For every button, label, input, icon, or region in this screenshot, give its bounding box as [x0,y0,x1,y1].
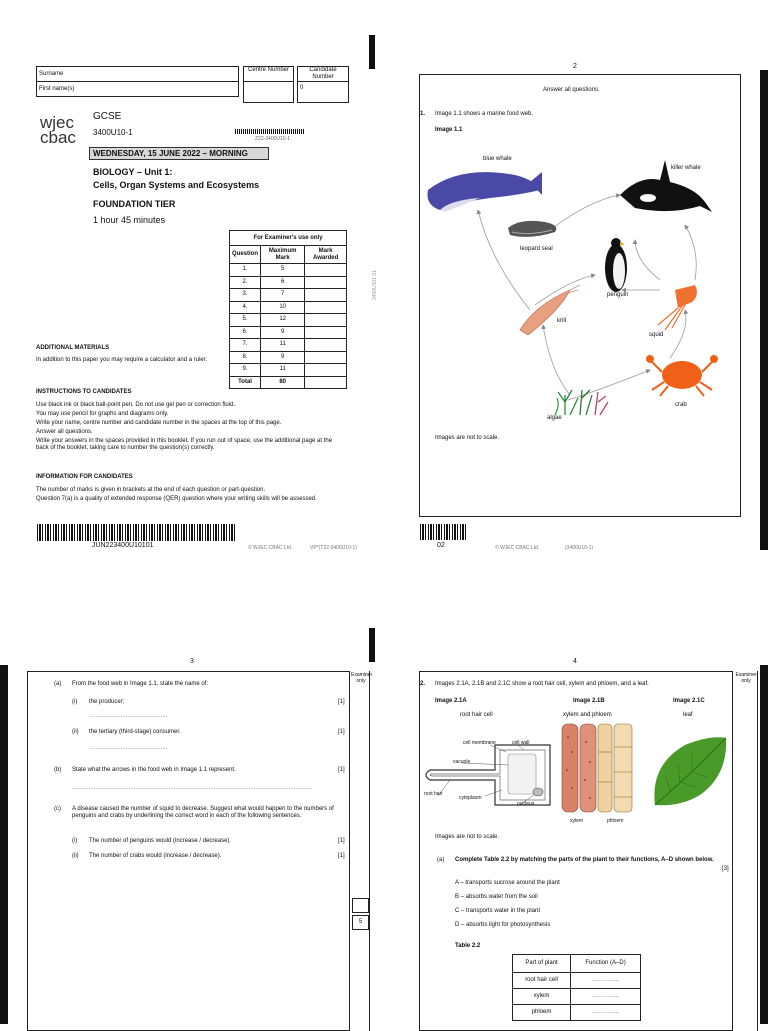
image-c-label: Image 2.1C [673,698,705,704]
function-b: B – absorbs water from the soil [455,894,538,900]
instruction-item: Write your name, centre number and candidate number in the spaces at the top of this page. [36,420,282,426]
max-mark-cell: 6 [261,276,305,289]
krill-image [520,285,580,335]
page-number: 2 [573,63,577,70]
score-box-empty [352,898,369,913]
col-max-mark: Maximum Mark [261,246,305,264]
mark-b: [1] [338,767,345,773]
wjec-cbac-logo [40,115,82,145]
image-a-caption: root hair cell [460,712,493,718]
label-root-hair: root hair [424,791,443,797]
small-code: Z22-3400U10-1 [255,136,291,142]
max-mark-cell: 7 [261,289,305,302]
score-box: 5 [352,915,369,930]
answer-line-b[interactable]: ................................................................................................................................................ [72,785,313,791]
examiner-table-title: For Examiner's use only [230,231,347,246]
awarded-cell[interactable] [305,276,347,289]
function-answer-cell[interactable]: ................ [571,973,641,989]
tier-label: FOUNDATION TIER [93,199,176,209]
page-barcode [420,524,466,540]
table-2-2 [512,954,641,1021]
image-a-label: Image 2.1A [435,698,467,704]
mark-a-i: [1] [338,699,345,705]
awarded-cell[interactable] [305,339,347,352]
label-vacuole: vacuole [453,759,471,765]
awarded-cell[interactable] [305,351,347,364]
table-row [513,989,641,1005]
max-mark-cell: 11 [261,339,305,352]
additional-materials-heading: ADDITIONAL MATERIALS [36,345,110,351]
subject-subtitle: Cells, Organ Systems and Ecosystems [93,180,260,190]
label-penguin: penguin [607,292,629,298]
page-number: 4 [573,658,577,665]
answer-line-a-i[interactable]: ............................................... [89,713,168,719]
table-row [230,376,347,389]
booklet-barcode [37,524,237,541]
table-row [230,289,347,302]
question-cell: 1. [230,264,261,277]
label-krill: krill [557,318,566,324]
table-row [230,351,347,364]
max-mark-cell: 10 [261,301,305,314]
barcode-text: JUN223400U10101 [92,542,154,549]
table-row [230,326,347,339]
not-to-scale-note: Images are not to scale. [435,435,500,441]
table-row [230,339,347,352]
table-row [230,301,347,314]
part-b-label: (b) [54,767,62,773]
image-b-label: Image 2.1B [573,698,605,704]
leaf-image [650,735,730,810]
part-a-text: From the food web in Image 1.1, state the name of: [72,681,209,687]
answer-line-a-ii[interactable]: ............................................... [89,745,168,751]
candidate-number-label: Candidate Number [298,67,348,82]
function-answer-cell[interactable]: ................ [571,1005,641,1021]
footer-code: VP*(T22-3400U10-1) [310,545,357,551]
max-mark-cell: 5 [261,264,305,277]
col-question: Question [230,246,261,264]
label-algae: algae [547,415,562,421]
page-3-frame [27,671,350,1031]
max-mark-cell: 9 [261,326,305,339]
function-c: C – transports water in the plant [455,908,541,914]
blue-whale-image [428,172,543,212]
footer-copyright: © WJEC CBAC Ltd. [495,545,540,551]
logo-text: wjec cbac [40,113,76,147]
function-list [455,880,560,929]
function-d: D – absorbs light for photosynthesis [455,922,551,928]
part-c-ii-label: (ii) [72,853,79,859]
instruction-item: Use black ink or black ball-point pen. Do not use gel pen or correction fluid. [36,402,236,408]
label-cell-wall: cell wall [512,740,530,746]
footer-page-num: 02 [437,542,445,549]
label-squid: squid [649,332,664,338]
information-list [36,487,346,503]
information-item: Question 7(a) is a quality of extended response (QER) question where your writing skills will be assessed. [36,496,317,502]
part-a-ii-text: the tertiary (third-stage) consumer. [89,729,181,735]
page-edge-mark [369,35,375,69]
information-heading: INFORMATION FOR CANDIDATES [36,474,133,480]
col-part-of-plant: Part of plant [513,955,571,973]
duration-label: 1 hour 45 minutes [93,215,166,225]
part-a-text: Complete Table 2.2 by matching the parts of the plant to their functions, A–D shown below. [455,857,714,863]
part-c-ii-text[interactable]: The number of crabs would (increase / decrease). [89,853,222,859]
leopard-seal-image [508,221,556,237]
subject-title: BIOLOGY – Unit 1: [93,167,173,177]
function-a: A – transports sucrose around the plant [455,880,560,886]
label-blue-whale: blue whale [483,156,512,162]
instruction-item: You may use pencil for graphs and diagrams only. [36,411,169,417]
awarded-cell[interactable] [305,301,347,314]
label-cytoplasm: cytoplasm [459,795,482,801]
crab-image [646,355,718,396]
page-edge-mark [369,628,375,662]
page-edge-bar [760,70,768,550]
image-b-caption: xylem and phloem [563,712,612,718]
part-cell: root hair cell [513,973,571,989]
xylem-phloem-diagram [560,722,635,814]
label-xylem: xylem [570,818,584,824]
question-cell: 5. [230,314,261,327]
question-cell: 7. [230,339,261,352]
max-mark-cell: 11 [261,364,305,377]
question-cell: 9. [230,364,261,377]
answer-all-text: Answer all questions. [543,87,600,93]
examiner-only-label: Examiner only [351,672,373,684]
table-row [513,1005,641,1021]
table-row [230,364,347,377]
table-label: Table 2.2 [455,943,481,949]
instructions-list [36,402,346,452]
question-cell: 8. [230,351,261,364]
question-number: 1. [420,111,426,117]
centre-number-label: Centre Number [244,67,293,82]
table-row [513,973,641,989]
instruction-item: Answer all questions. [36,429,93,435]
name-boxes [36,66,239,97]
awarded-cell[interactable] [305,314,347,327]
part-cell: xylem [513,989,571,1005]
part-a-i-label: (i) [72,699,78,705]
label-leopard-seal: leopard seal [520,246,553,252]
question-cell: 6. [230,326,261,339]
examiner-column [733,671,758,1031]
page-edge-bar [760,665,768,1024]
max-mark-cell: 9 [261,351,305,364]
footer-copyright: © WJEC CBAC Ltd. [248,545,293,551]
awarded-cell[interactable] [305,364,347,377]
awarded-cell[interactable] [305,289,347,302]
squid-image [658,285,697,330]
col-mark-awarded: Mark Awarded [305,246,347,264]
label-crab: crab [675,402,687,408]
algae-image [555,390,608,415]
exam-date-bar: WEDNESDAY, 15 JUNE 2022 – MORNING [89,147,269,160]
image-c-caption: leaf [683,712,693,718]
label-killer-whale: killer whale [671,165,701,171]
part-c-i-text[interactable]: The number of penguins would (increase / decrease). [89,838,232,844]
instruction-item: Write your answers in the spaces provided in this booklet. If you run out of space, use the additional page at the back of the booklet, taking care to number the question(s) correctly. [36,438,333,451]
question-number: 2. [420,681,426,687]
question-text: Images 2.1A, 2.1B and 2.1C show a root hair cell, xylem and phloem, and a leaf. [435,681,649,687]
side-code: 3400U101 01 [372,270,378,301]
small-barcode [235,129,305,134]
penguin-image [605,238,627,292]
food-web-arrows [478,195,696,400]
not-to-scale-note: Images are not to scale. [435,834,500,840]
part-c-label: (c) [54,806,61,812]
image-label: Image 1.1 [435,127,463,133]
question-text: Image 1.1 shows a marine food web. [435,111,534,117]
food-web-diagram [420,140,740,440]
examiner-column [350,671,373,1031]
col-function: Function (A–D) [571,955,641,973]
awarded-cell[interactable] [305,326,347,339]
question-cell: 3. [230,289,261,302]
page-edge-bar [0,665,8,1024]
information-item: The number of marks is given in brackets at the end of each question or part-question. [36,487,266,493]
part-b-text: State what the arrows in the food web in Image 1.1 represent. [72,767,236,773]
additional-materials-text: In addition to this paper you may require a calculator and a ruler. [36,357,208,363]
part-cell: phloem [513,1005,571,1021]
awarded-cell[interactable] [305,376,347,389]
awarded-cell[interactable] [305,264,347,277]
surname-label: Surname [37,67,239,82]
part-a-label: (a) [54,681,62,687]
instructions-heading: INSTRUCTIONS TO CANDIDATES [36,389,132,395]
firstname-label: First name(s) [37,82,239,97]
examiner-marks-table [229,230,347,389]
label-nucleus: nucleus [517,801,535,807]
part-a-i-text: the producer; [89,699,125,705]
mark-a-ii: [1] [338,729,345,735]
page-number: 3 [190,658,194,665]
examiner-only-label: Examiner only [735,672,757,684]
label-phloem: phloem [607,818,624,824]
centre-number-box [243,66,294,103]
footer-code: (3400U10-1) [565,545,594,551]
function-answer-cell[interactable]: ................ [571,989,641,1005]
table-row [230,314,347,327]
candidate-number-box [297,66,349,103]
candidate-number-value: 0 [300,85,304,91]
question-cell: Total [230,376,261,389]
max-mark-cell: 12 [261,314,305,327]
table-row [230,276,347,289]
question-cell: 4. [230,301,261,314]
max-mark-cell: 80 [261,376,305,389]
mark-c-ii: [1] [338,853,345,859]
mark-a: [3] [722,866,729,872]
part-c-i-label: (i) [72,838,78,844]
label-cell-membrane: cell membrane [463,740,496,746]
part-c-text: A disease caused the number of squid to decrease. Suggest what would happen to the numbers of penguins and crabs by underlining the correct word in each of the following sentences. [72,806,334,819]
mark-c-i: [1] [338,838,345,844]
question-cell: 2. [230,276,261,289]
paper-code: 3400U10-1 [93,128,133,137]
gcse-label: GCSE [93,111,122,122]
table-row [230,264,347,277]
part-a-label: (a) [437,857,445,863]
part-a-ii-label: (ii) [72,729,79,735]
